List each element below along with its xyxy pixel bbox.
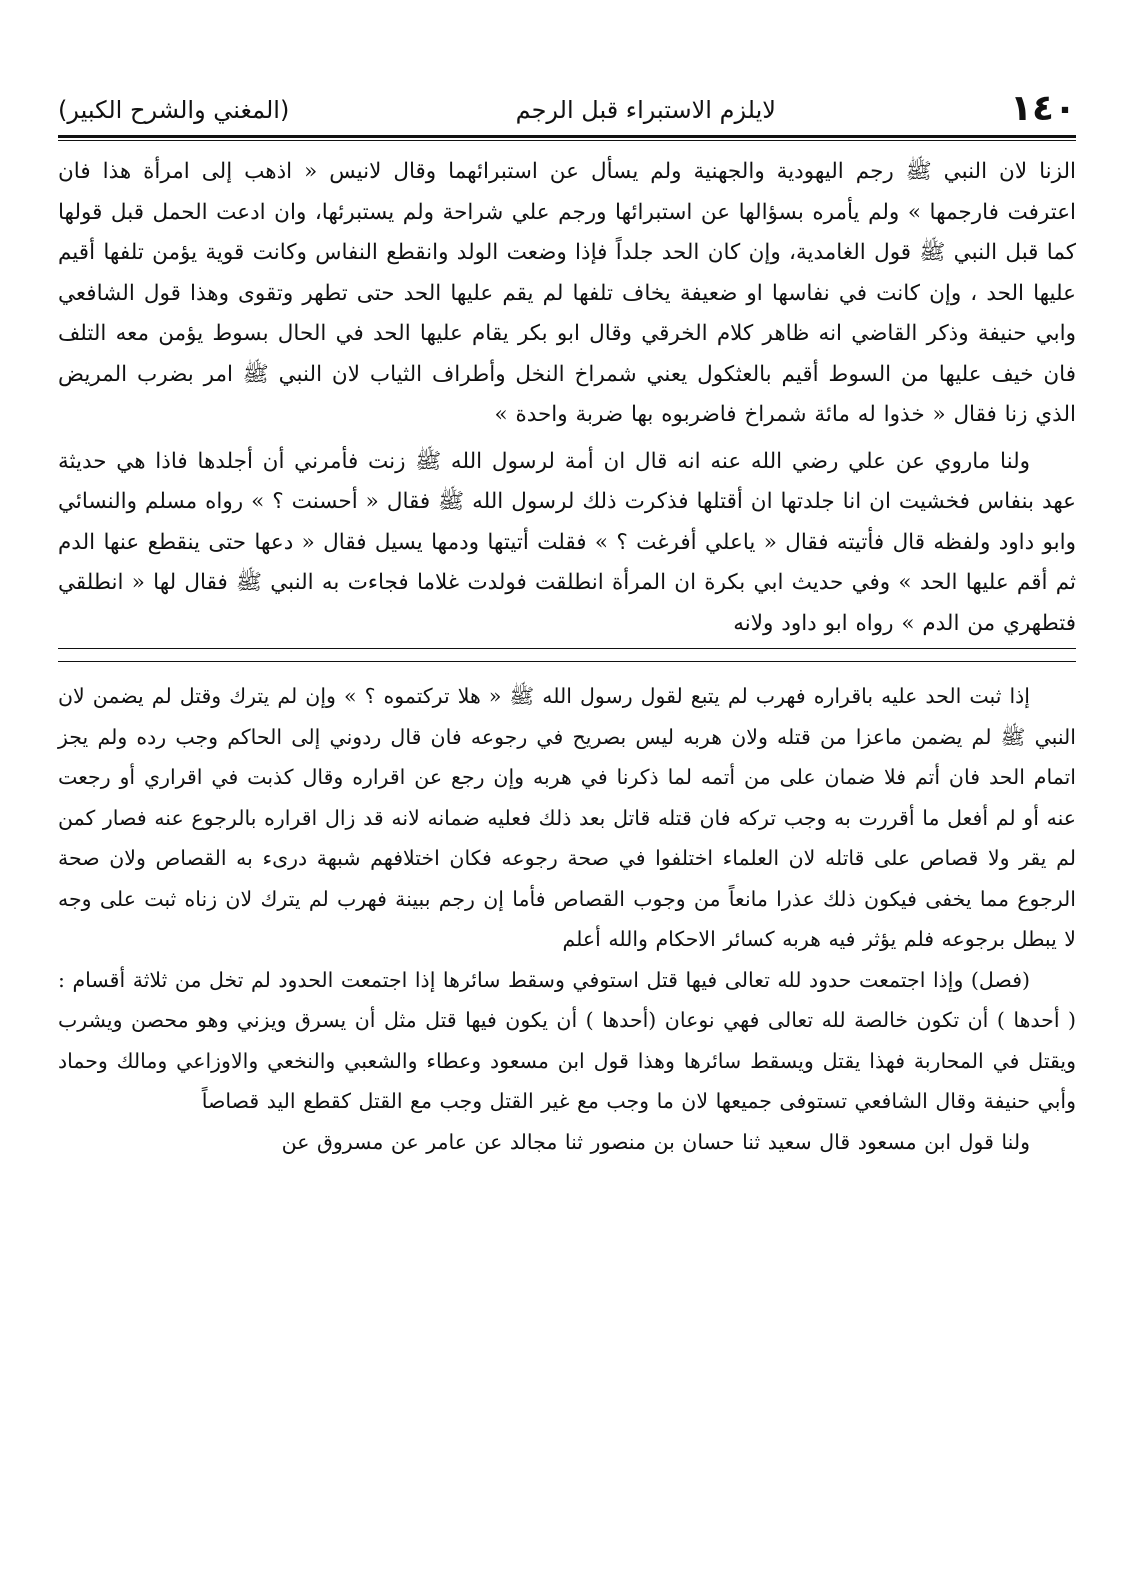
page-header (58, 86, 1076, 138)
commentary-paragraph: ولنا قول ابن مسعود قال سعيد ثنا حسان بن منصور ثنا مجالد عن عامر عن مسروق عن (281, 1129, 1030, 1154)
book-title: (المغني والشرح الكبير) (58, 96, 290, 124)
main-text (58, 152, 1076, 644)
commentary-text (58, 676, 1076, 1162)
section-divider (58, 648, 1076, 662)
page-number: ١٤٠ (1010, 88, 1076, 129)
main-paragraph: ولنا ماروي عن علي رضي الله عنه انه قال ان أمة لرسول الله ﷺ زنت فأمرني أن أجلدها فاذا هي حديثة عهد بنفاس فخشيت ان انا جلدتها ان أقتلها فذكرت ذلك لرسول الله ﷺ فقال « أحسنت ؟ » رواه مسلم والنسائي وابو داود ولفظه قال فأتيته فقال « ياعلي أفرغت ؟ » فقلت أتيتها ودمها يسيل فقال « دعها حتى ينقطع عنها الدم ثم أقم عليها الحد » وفي حديث ابي بكرة ان المرأة انطلقت فولدت غلاما فجاءت به النبي ﷺ فقال لها « انطلقي فتطهري من الدم » رواه ابو داود ولانه (58, 448, 1076, 636)
main-paragraph: الزنا لان النبي ﷺ رجم اليهودية والجهنية ولم يسأل عن استبرائهما وقال لانيس « اذهب إلى امرأة هذا فان اعترفت فارجمها » ولم يأمره بسؤالها عن استبرائها ورجم علي شراحة ولم يستبرئها، وان ادعت الحمل قبل قولها كما قبل النبي ﷺ قول الغامدية، وإن كان الحد جلداً فإذا وضعت الولد وانقطع النفاس وكانت قوية يؤمن تلفها أقيم عليها الحد ، وإن كانت في نفاسها او ضعيفة يخاف تلفها لم يقم عليها الحد حتى تطهر وتقوى وهذا قول الشافعي وابي حنيفة وذكر القاضي انه ظاهر كلام الخرقي وقال ابو بكر يقام عليها الحد في الحال بسوط يؤمن معه التلف فان خيف عليها من السوط أقيم بالعثكول يعني شمراخ النخل وأطراف الثياب لان النبي ﷺ امر بضرب المريض الذي زنا فقال « خذوا له مائة شمراخ فاضربوه بها ضربة واحدة » (58, 159, 1076, 427)
header-rule (58, 135, 1076, 138)
commentary-paragraph: إذا ثبت الحد عليه باقراره فهرب لم يتبع لقول رسول الله ﷺ « هلا تركتموه ؟ » وإن لم يترك وقتل لم يضمن لان النبي ﷺ لم يضمن ماعزا من قتله ولان هربه ليس بصريح في رجوعه فان قال ردوني إلى الحاكم وجب رده ولم يجز اتمام الحد فان أتم فلا ضمان على من أتمه لما ذكرنا في هربه وإن رجع عن اقراره وقال كذبت في اقراري أو رجعت عنه أو لم أفعل ما أقررت به وجب تركه فان قتله قاتل بعد ذلك فعليه ضمانه لانه قد زال اقراره بالرجوع عنه فصار كمن لم يقر ولا قصاص على قاتله لان العلماء اختلفوا في صحة رجوعه فكان اختلافهم شبهة درىء به القصاص ولان صحة الرجوع مما يخفى فيكون ذلك عذرا مانعاً من وجوب القصاص فأما إن رجم ببينة فهرب لم يترك لان زناه ثبت على وجه لا يبطل برجوعه فلم يؤثر فيه هربه كسائر الاحكام والله أعلم (58, 684, 1076, 951)
running-title: لايلزم الاستبراء قبل الرجم (515, 96, 776, 124)
book-page (58, 86, 1076, 1162)
commentary-paragraph: (فصل) وإذا اجتمعت حدود لله تعالى فيها قتل استوفي وسقط سائرها إذا اجتمعت الحدود لم تخل من ثلاثة أقسام :( أحدها ) أن تكون خالصة لله تعالى فهي نوعان (أحدها ) أن يكون فيها قتل مثل أن يسرق ويزني وهو محصن ويشرب ويقتل في المحاربة فهذا يقتل ويسقط سائرها وهذا قول ابن مسعود وعطاء والشعبي والنخعي والاوزاعي ومالك وحماد وأبي حنيفة وقال الشافعي تستوفى جميعها لان ما وجب مع غير القتل وجب مع القتل كقطع اليد قصاصاً (58, 967, 1076, 1113)
